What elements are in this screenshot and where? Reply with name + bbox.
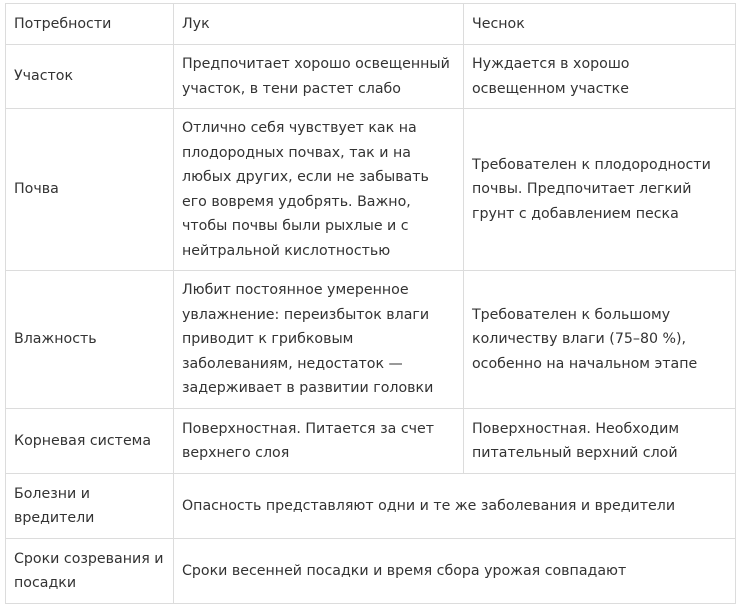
onion-cell: Отлично себя чувствует как на плодородных почвах, так и на любых других, если не забывать его вовремя удобрять. Важно, чтобы почвы были рыхлые и с нейтральной кислотностью xyxy=(174,109,464,271)
row-label: Почва xyxy=(6,109,174,271)
table-row xyxy=(6,109,736,271)
table-header-row xyxy=(6,4,736,45)
merged-cell: Опасность представляют одни и те же заболевания и вредители xyxy=(174,474,736,539)
garlic-cell: Нуждается в хорошо освещенном участке xyxy=(464,45,736,109)
table-row xyxy=(6,409,736,474)
row-label: Корневая система xyxy=(6,409,174,474)
garlic-cell: Поверхностная. Необходим питательный верхний слой xyxy=(464,409,736,474)
comparison-table-container xyxy=(5,3,736,604)
row-label: Влажность xyxy=(6,271,174,409)
onion-cell: Любит постоянное умеренное увлажнение: переизбыток влаги приводит к грибковым заболеваниям, недостаток — задерживает в развитии головки xyxy=(174,271,464,409)
header-cell-onion: Лук xyxy=(174,4,464,45)
comparison-table xyxy=(5,3,736,604)
merged-cell: Сроки весенней посадки и время сбора урожая совпадают xyxy=(174,539,736,604)
onion-cell: Поверхностная. Питается за счет верхнего слоя xyxy=(174,409,464,474)
garlic-cell: Требователен к плодородности почвы. Предпочитает легкий грунт с добавлением песка xyxy=(464,109,736,271)
onion-cell: Предпочитает хорошо освещенный участок, в тени растет слабо xyxy=(174,45,464,109)
header-cell-garlic: Чеснок xyxy=(464,4,736,45)
header-cell-needs: Потребности xyxy=(6,4,174,45)
table-row xyxy=(6,271,736,409)
table-row xyxy=(6,539,736,604)
garlic-cell: Требователен к большому количеству влаги (75–80 %), особенно на начальном этапе xyxy=(464,271,736,409)
row-label: Сроки созревания и посадки xyxy=(6,539,174,604)
table-row xyxy=(6,45,736,109)
row-label: Болезни и вредители xyxy=(6,474,174,539)
row-label: Участок xyxy=(6,45,174,109)
table-row xyxy=(6,474,736,539)
